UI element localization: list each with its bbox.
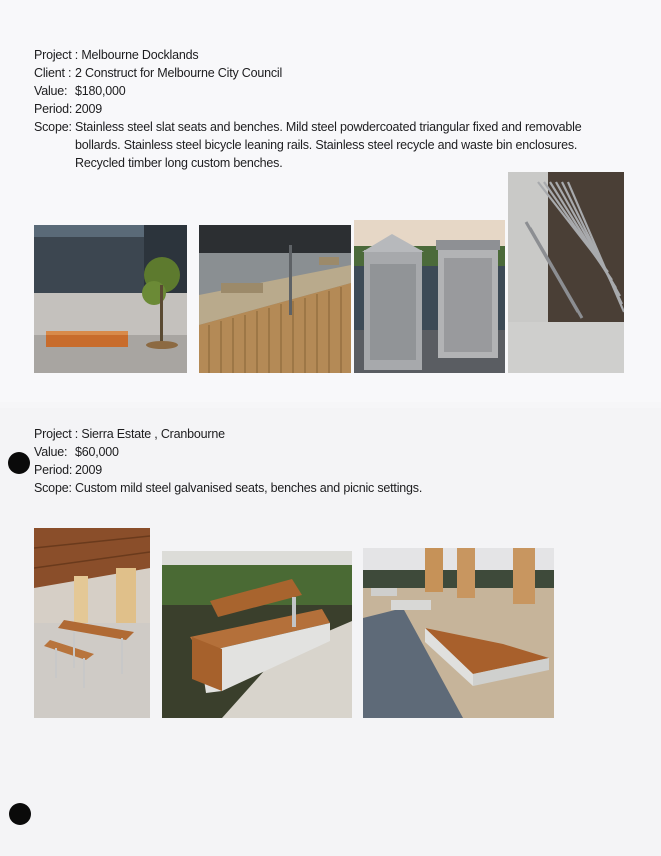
photo-galvanised-bench-and-seat xyxy=(162,551,352,718)
project-scope: Custom mild steel galvanised seats, benches and picnic settings. xyxy=(75,481,423,495)
client-name: 2 Construct for Melbourne City Council xyxy=(75,66,283,80)
project-label: Project : xyxy=(34,48,79,62)
client-label: Client : xyxy=(34,66,72,80)
period-label: Period: xyxy=(34,102,73,116)
photo-bicycle-rails xyxy=(508,172,624,373)
photo-timber-bench-plaza xyxy=(34,225,187,373)
project-value: $180,000 xyxy=(75,84,126,98)
project-name: Sierra Estate , Cranbourne xyxy=(81,427,225,441)
value-label: Value: xyxy=(34,84,68,98)
scope-label: Scope: xyxy=(34,481,72,495)
project-scope: Stainless steel slat seats and benches. Mild steel powdercoated triangular fixed and removable bollards. Stainless steel bicycle leaning rails. Stainless steel recycle and waste bin enclosures. Recycled timber long custom benches. xyxy=(75,120,582,170)
binder-hole xyxy=(9,803,31,825)
period-label: Period: xyxy=(34,463,73,477)
photo-timber-rail-wall xyxy=(199,225,351,373)
scope-label: Scope: xyxy=(34,120,72,134)
project-name: Melbourne Docklands xyxy=(81,48,199,62)
binder-hole xyxy=(8,452,30,474)
project-value: $60,000 xyxy=(75,445,119,459)
project-period: 2009 xyxy=(75,102,103,116)
value-label: Value: xyxy=(34,445,68,459)
photo-picnic-settings xyxy=(34,528,150,718)
photo-benches-courtyard xyxy=(363,548,554,718)
project-period: 2009 xyxy=(75,463,103,477)
project-2-info xyxy=(34,425,634,497)
photo-waste-bin-enclosures xyxy=(354,220,505,373)
project-label: Project : xyxy=(34,427,79,441)
project-1-info xyxy=(34,46,634,172)
